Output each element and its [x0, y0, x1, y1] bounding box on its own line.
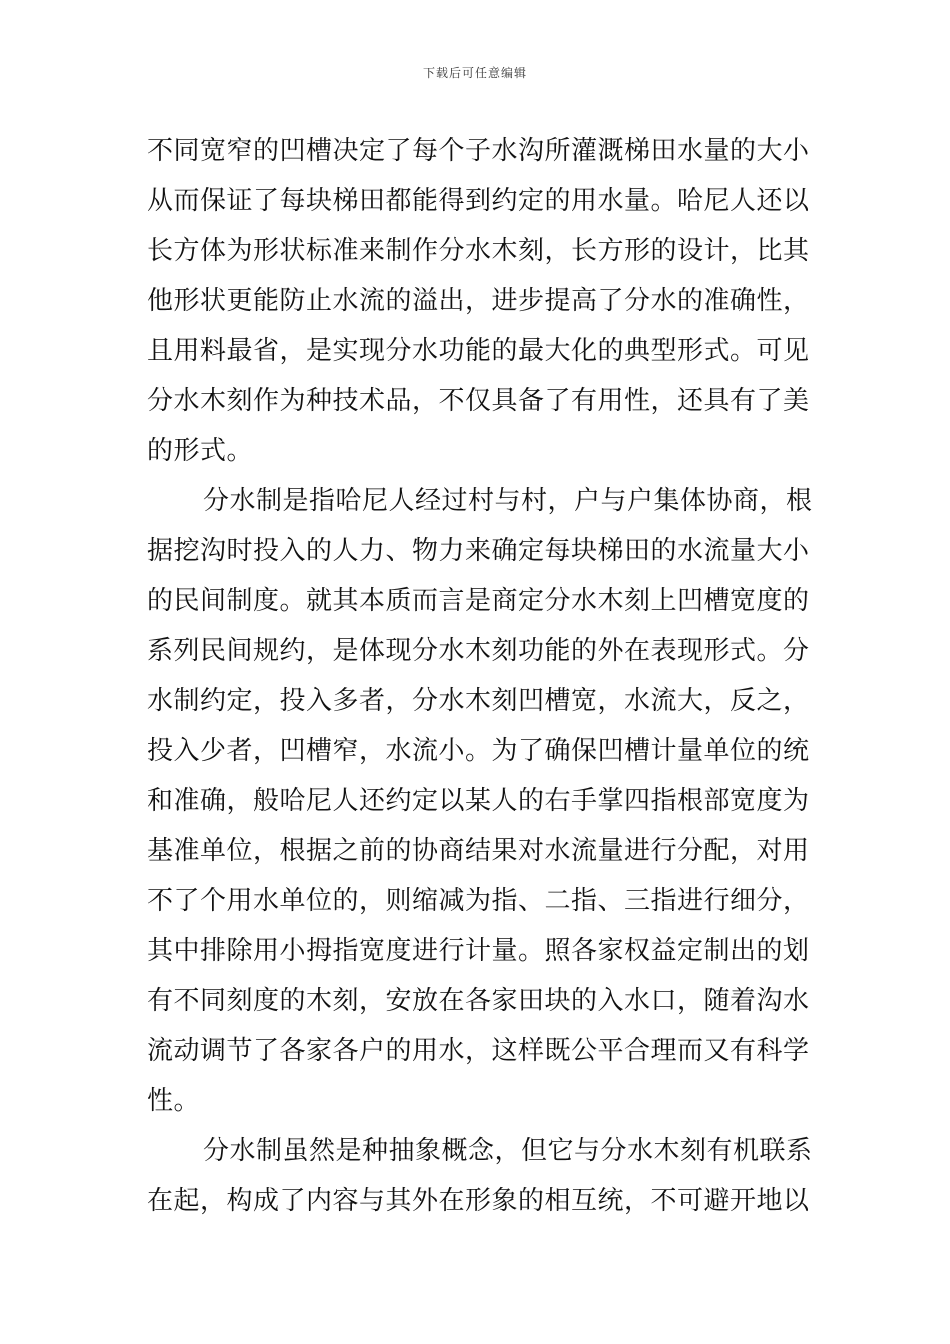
text-line: 的民间制度。就其本质而言是商定分水木刻上凹槽宽度的	[147, 586, 810, 616]
text-line: 其中排除用小拇指宽度进行计量。照各家权益定制出的划	[147, 936, 810, 966]
paragraph-2	[147, 476, 813, 1126]
document-body	[147, 126, 813, 1226]
text-line: 分水制虽然是种抽象概念，但它与分水木刻有机联系	[203, 1136, 813, 1166]
text-line: 有不同刻度的木刻，安放在各家田块的入水口，随着沟水	[147, 986, 810, 1016]
paragraph-1	[147, 126, 810, 476]
text-line: 水制约定，投入多者，分水木刻凹槽宽，水流大，反之，	[147, 686, 810, 716]
page-header: 下载后可任意编辑	[422, 66, 527, 80]
text-line: 不了个用水单位的，则缩减为指、二指、三指进行细分，	[147, 886, 810, 916]
text-line: 系列民间规约，是体现分水木刻功能的外在表现形式。分	[147, 636, 810, 666]
text-line: 流动调节了各家各户的用水，这样既公平合理而又有科学	[147, 1036, 810, 1066]
text-line: 在起，构成了内容与其外在形象的相互统，不可避开地以	[147, 1186, 810, 1216]
text-line: 基准单位，根据之前的协商结果对水流量进行分配，对用	[147, 836, 810, 866]
text-line: 从而保证了每块梯田都能得到约定的用水量。哈尼人还以	[147, 186, 810, 216]
paragraph-3	[147, 1126, 813, 1226]
text-line: 据挖沟时投入的人力、物力来确定每块梯田的水流量大小	[147, 536, 810, 566]
text-line: 投入少者，凹槽窄，水流小。为了确保凹槽计量单位的统	[147, 736, 810, 766]
text-line: 分水木刻作为种技术品，不仅具备了有用性，还具有了美	[147, 386, 810, 416]
text-line: 且用料最省，是实现分水功能的最大化的典型形式。可见	[147, 336, 810, 366]
text-line: 分水制是指哈尼人经过村与村，户与户集体协商，根	[203, 486, 813, 516]
text-line: 不同宽窄的凹槽决定了每个子水沟所灌溉梯田水量的大小	[147, 136, 810, 166]
text-line: 性。	[147, 1086, 201, 1116]
text-line: 长方体为形状标准来制作分水木刻，长方形的设计，比其	[147, 236, 810, 266]
text-line: 的形式。	[147, 436, 254, 466]
text-line: 他形状更能防止水流的溢出，进步提高了分水的准确性，	[147, 286, 810, 316]
text-line: 和准确，般哈尼人还约定以某人的右手掌四指根部宽度为	[147, 786, 810, 816]
